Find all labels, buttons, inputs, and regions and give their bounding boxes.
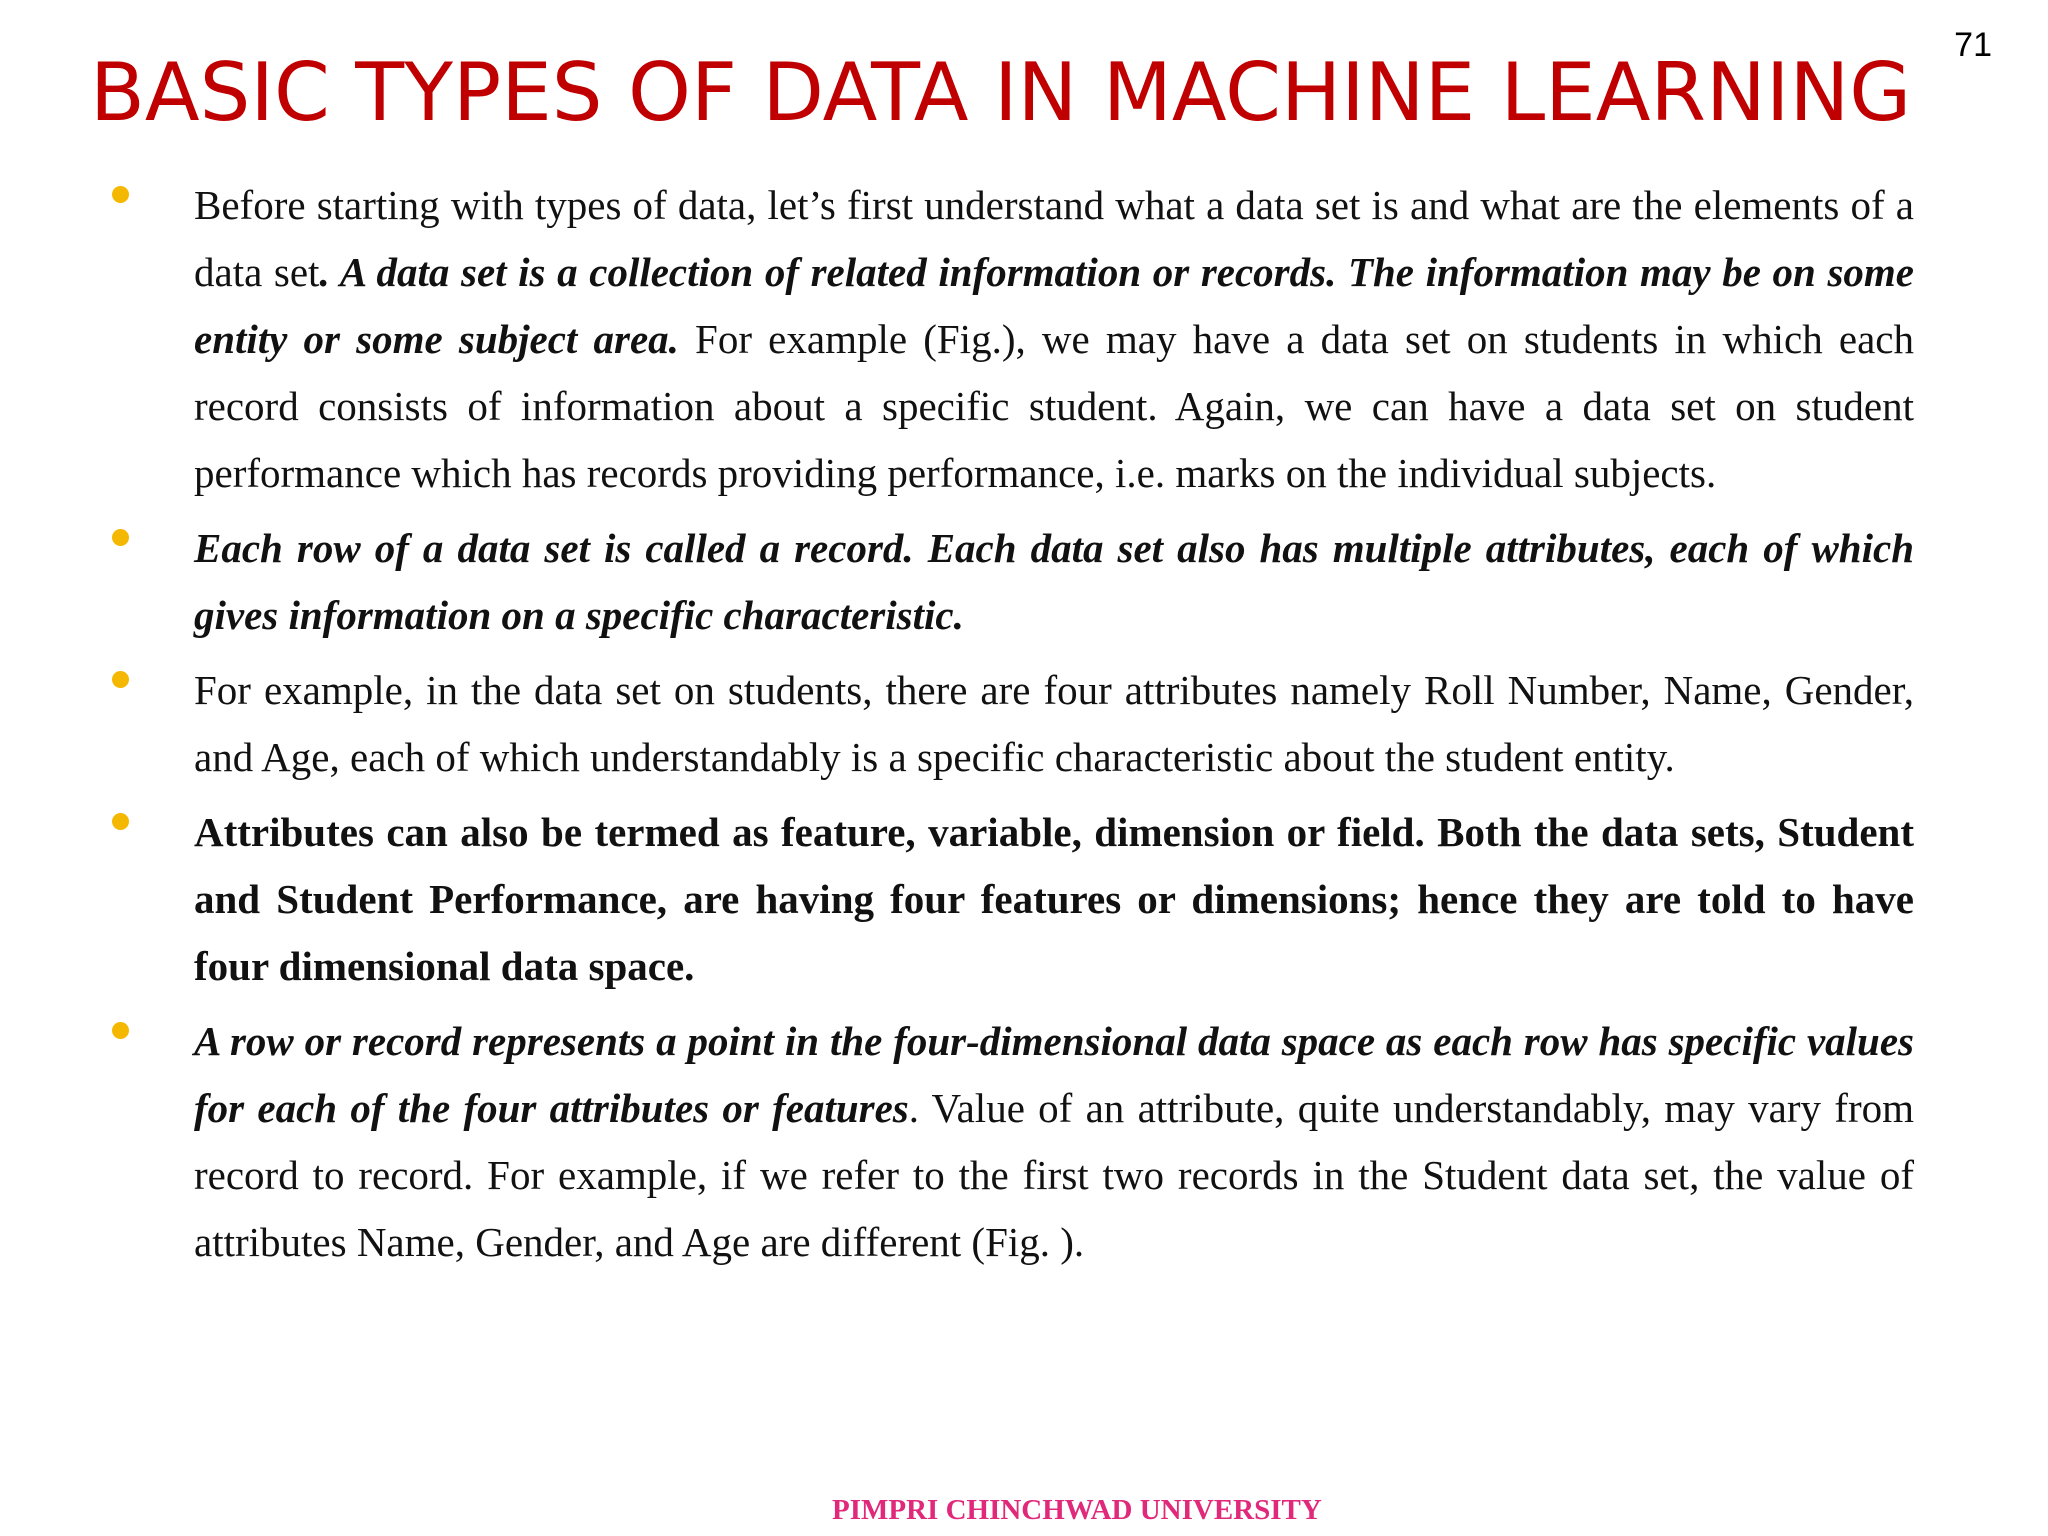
slide-title: BASIC TYPES OF DATA IN MACHINE LEARNING [90, 46, 1912, 139]
slide-number: 71 [1954, 26, 1992, 64]
bullet-list [0, 172, 2048, 1284]
text-segment-bold: Attributes can also be termed as feature, variable, dimension or field. Both the data sets, Student and Student Performance, are having four features or dimensions; hence they are told to have four dimensional data space. [194, 809, 1914, 989]
text-segment: Before starting with types of data, let’s first understand what a data set is and what are the elements of a data set [194, 182, 1914, 295]
text-segment: For example (Fig.), we may have a data set on students in which each record consists of information about a specific student. Again, we can have a data set on student performance which has records providing performance, i.e. marks on the individual subjects. [194, 316, 1914, 496]
text-segment: . Value of an attribute, quite understandably, may vary from record to record. For example, if we refer to the first two records in the Student data set, the value of attributes Name, Gender, and Age are different (Fig. ). [194, 1085, 1914, 1265]
bullet-text [194, 1008, 1914, 1276]
bullet-text [194, 657, 1914, 791]
text-segment-emphasis: A row or record represents a point in the four-dimensional data space as each row has specific values for each of the four attributes or features [194, 1018, 1914, 1131]
text-segment-emphasis: . A data set is a collection of related information or records. The information may be on some entity or some subject area. [194, 249, 1914, 362]
bullet-text [194, 515, 1914, 649]
text-segment-emphasis: Each row of a data set is called a record. Each data set also has multiple attributes, each of which gives information on a specific characteristic. [194, 525, 1914, 638]
text-segment: For example, in the data set on students, there are four attributes namely Roll Number, Name, Gender, and Age, each of which understandably is a specific characteristic about the student entity. [194, 667, 1914, 780]
bullet-dot-icon [112, 813, 129, 830]
bullet-dot-icon [112, 186, 129, 203]
bullet-item [0, 1008, 1914, 1276]
bullet-item [0, 172, 1914, 507]
bullet-item [0, 657, 1914, 791]
bullet-item [0, 515, 1914, 649]
bullet-item [0, 799, 1914, 1000]
bullet-dot-icon [112, 1022, 129, 1039]
bullet-dot-icon [112, 529, 129, 546]
footer-university-name: PIMPRI CHINCHWAD UNIVERSITY [832, 1494, 1322, 1526]
bullet-text [194, 172, 1914, 507]
bullet-text [194, 799, 1914, 1000]
bullet-dot-icon [112, 671, 129, 688]
